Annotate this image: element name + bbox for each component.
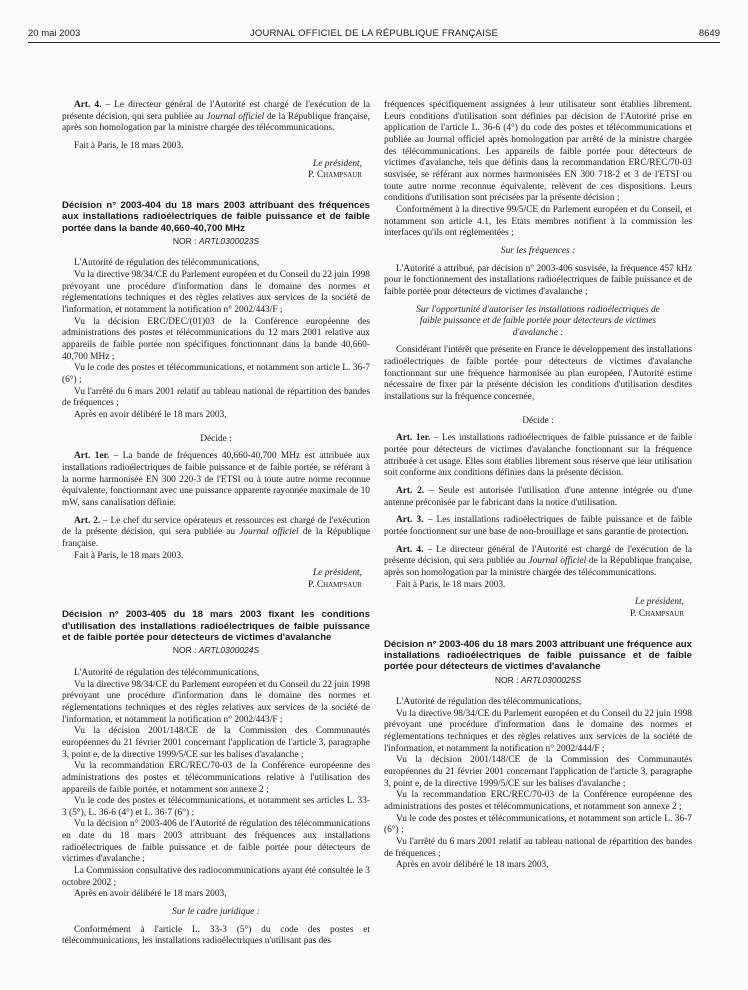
page-number: 8649	[698, 28, 720, 39]
paragraph: Après en avoir délibéré le 18 mars 2003,	[74, 409, 227, 420]
decide-heading: Décide :	[200, 433, 232, 444]
article-2: Art. 2. – Seule est autorisée l'utilisation d'une antenne intégrée ou d'une antenne préconisée par le fabricant dans la notice d'utilisation.	[384, 486, 692, 508]
paragraph: Conformément à l'article L. 33-3 (5°) du code des postes et télécommunications, les installations radioélectriques n'utilisant pas des	[62, 924, 370, 947]
signature: P. Champsaur	[307, 170, 362, 181]
paragraph: L'Autorité de régulation des télécommunications,	[396, 697, 582, 708]
paragraph: Vu l'arrêté du 6 mars 2001 relatif au tableau national de répartition des bandes de fréquences ;	[384, 836, 692, 859]
decide-heading: Décide :	[522, 415, 554, 426]
paragraph: Vu l'arrêté du 6 mars 2001 relatif au tableau national de répartition des bandes de fréquences ;	[62, 386, 370, 409]
header-date: 20 mai 2003	[28, 28, 81, 39]
header-rule	[28, 42, 720, 43]
paragraph: L'Autorité de régulation des télécommunications,	[74, 667, 260, 678]
article-1: Art. 1er. – La bande de fréquences 40,660-40,700 MHz est attribuée aux installations radioélectriques de faible puissance et de faible portée, se référant à la norme harmonisée EN 300 220-3 de l'ETSI ou à toute autre norme reconnue équivalente, fonctionnant avec une puissance apparente rayonnée maximale de 10 mW, sans canalisation définie.	[62, 451, 371, 508]
article-4: Art. 4. – Le directeur général de l'Autorité est chargé de l'exécution de la présente décision, qui sera publiée au Journal officiel de la République française, après son homologation par la ministre chargée des télécommunications.	[384, 544, 692, 578]
paragraph: Vu la décision ERC/DEC/(01)03 de la Conférence européenne des administrations des postes et télécommunications du 12 mars 2001 relative aux appareils de faible portée non spécifiques fonctionnant dans la bande 40,660-40,700 MHz ;	[62, 316, 370, 362]
section-heading: Sur les fréquences :	[500, 245, 576, 256]
paragraph: Vu le code des postes et télécommunications, et notamment ses articles L. 33-3 (5°), L. 36-6 (4°) et L. 36-7 (6°) ;	[62, 796, 370, 818]
paragraph: Vu le code des postes et télécommunications, et notamment son article L. 36-7 (6°) ;	[384, 813, 692, 836]
president-label: Le président,	[313, 568, 362, 579]
article-2: Art. 2. – Le chef du service opérateurs et ressources est chargé de l'exécution de la présente décision, qui sera publiée au Journal officiel de la République française.	[62, 515, 371, 549]
paragraph: Vu la directive 98/34/CE du Parlement européen et du Conseil du 22 juin 1998 prévoyant une procédure d'information dans le domaine des normes et réglementations techniques et des règles relatives aux services de la société de l'information, et notamment la notification n° 2002/443/F ;	[62, 270, 370, 316]
fait-a-paris: Fait à Paris, le 18 mars 2003.	[396, 579, 506, 590]
paragraph: Vu la recommandation ERC/REC/70-03 de la Conférence européenne des administrations des postes et télécommunications relative à l'utilisation des appareils de faible portée, et notamment son annexe 2 ;	[62, 761, 370, 795]
section-heading: Sur l'opportunité d'autoriser les installations radioélectriques de faible puissance et de faible portée pour détecteurs de victimes d'avalanche :	[416, 304, 660, 338]
president-label: Le président,	[635, 597, 684, 608]
nor-404: NOR : ARTL0300023S	[172, 235, 260, 246]
signature: P. Champsaur	[307, 579, 362, 590]
article-4-prev: Art. 4. – Le directeur général de l'Autorité est chargé de l'exécution de la présente décision, qui sera publiée au Journal officiel de la République française, après son homologation par la ministre chargée des télécommunications.	[62, 100, 370, 134]
paragraph: Conformément à la directive 99/5/CE du Parlement européen et du Conseil, et notamment son article 4.1, les Etats membres notifient à la commission les interfaces qu'ils ont réglementées ;	[384, 204, 692, 239]
paragraph: L'Autorité de régulation des télécommunications,	[74, 258, 260, 269]
paragraph: La Commission consultative des radiocommunications ayant été consultée le 3 octobre 2002 ;	[62, 866, 370, 888]
paragraph: Vu la directive 98/34/CE du Parlement européen et du Conseil du 22 juin 1998 prévoyant une procédure d'information dans le domaine des normes et réglementations techniques et des règles relatives aux services de la société de l'information, et notamment la notification n° 2002/443/F ;	[62, 679, 370, 725]
paragraph: Vu la décision 2001/148/CE de la Commission des Communautés européennes du 21 février 2001 concernant l'application de l'article 3, paragraphe 3, point e, de la directive 1999/5/CE sur les balises d'avalanche ;	[384, 755, 692, 789]
paragraph: Considérant l'intérêt que présente en France le développement des installations radioélectriques de faible portée pour détecteurs de victimes d'avalanche fonctionnant sur une fréquence harmonisée au plan européen, l'Autorité estime nécessaire de fixer par la présente décision les conditions d'utilisation desdites installations sur la fréquence concernée,	[384, 345, 692, 403]
paragraph: Vu le code des postes et télécommunications, et notamment son article L. 36-7 (6°) ;	[62, 363, 370, 385]
paragraph: fréquences spécifiquement assignées à leur utilisateur sont établies librement. Leurs conditions d'utilisation sont définies par décision de l'Autorité prise en application de l'article L. 36-6 (4°) du code des postes et télécommunications et publiée au Journal officiel après homologation par arrêté de la ministre chargée des télécommunications. Les appareils de faible portée pour détecteurs de victimes d'avalanche, tels que définis dans la recommandation ERC/REC/70-03 susvisée, se référant aux normes harmonisées EN 300 718-2 et 3 de l'ETSI ou toute autre norme reconnue équivalente, relèvent de ces dispositions. Leurs conditions d'utilisation sont précisées par la présente décision ;	[384, 100, 692, 204]
article-1: Art. 1er. – Les installations radioélectriques de faible puissance et de faible portée pour détecteurs de victimes d'avalanche fonctionnant sur la fréquence attribuée à cet usage. Elles sont établies librement sous réserve que leur utilisation soit conforme aux conditions définies dans la présente décision.	[384, 433, 692, 479]
paragraph: L'Autorité a attribué, par décision n° 2003-406 susvisée, la fréquence 457 kHz pour le fonctionnement des installations radioélectriques de faible puissance et de faible portée pour détecteurs de victimes d'avalanche ;	[384, 263, 692, 297]
article-3: Art. 3. – Les installations radioélectriques de faible puissance et de faible portée fonctionnent sur une base de non-brouillage et sans garantie de protection.	[384, 515, 692, 537]
section-heading: Sur le cadre juridique :	[172, 907, 260, 918]
fait-a-paris: Fait à Paris, le 18 mars 2003.	[74, 140, 184, 151]
journal-title: JOURNAL OFFICIEL DE LA RÉPUBLIQUE FRANÇAISE	[249, 28, 499, 39]
decision-404-title: Décision n° 2003-404 du 18 mars 2003 attribuant des fréquences aux installations radioélectriques de faible puissance et de faible portée dans la bande 40,660-40,700 MHz	[62, 199, 370, 234]
president-label: Le président,	[313, 158, 362, 169]
right-column	[384, 100, 692, 872]
fait-a-paris: Fait à Paris, le 18 mars 2003.	[74, 550, 184, 561]
nor-406: NOR : ARTL0300025S	[494, 674, 582, 685]
nor-405: NOR : ARTL0300024S	[172, 645, 260, 656]
signature: P. Champsaur	[629, 608, 684, 619]
paragraph: Vu la directive 98/34/CE du Parlement européen et du Conseil du 22 juin 1998 prévoyant une procédure d'information dans le domaine des normes et réglementations techniques et des règles relatives aux services de la société de l'information, et notamment la notification n° 2002/444/F ;	[384, 708, 692, 754]
decision-405-title: Décision n° 2003-405 du 18 mars 2003 fixant les conditions d'utilisation des installations radioélectriques de faible puissance et de faible portée pour détecteurs de victimes d'avalanche	[62, 609, 370, 644]
paragraph: Vu la décision n° 2003-406 de l'Autorité de régulation des télécommunications en date du 18 mars 2003 attribuant des fréquences aux installations radioélectriques de faible puissance et de faible portée pour détecteurs de victimes d'avalanche ;	[62, 819, 370, 865]
paragraph: Après en avoir délibéré le 18 mars 2003,	[396, 860, 549, 871]
decision-406-title: Décision n° 2003-406 du 18 mars 2003 attribuant une fréquence aux installations radioélectriques de faible puissance et de faible portée pour détecteurs de victimes d'avalanche	[384, 638, 692, 673]
paragraph: Vu la décision 2001/148/CE de la Commission des Communautés européennes du 21 février 2001 concernant l'application de l'article 3, paragraphe 3, point e, de la directive 1999/5/CE sur les balises d'avalanche ;	[62, 726, 370, 760]
left-column	[62, 100, 370, 948]
paragraph: Vu la recommandation ERC/REC/70-03 de la Conférence européenne des administrations des postes et télécommunications, et notamment son annexe 2 ;	[384, 790, 692, 812]
paragraph: Après en avoir délibéré le 18 mars 2003,	[74, 889, 227, 900]
